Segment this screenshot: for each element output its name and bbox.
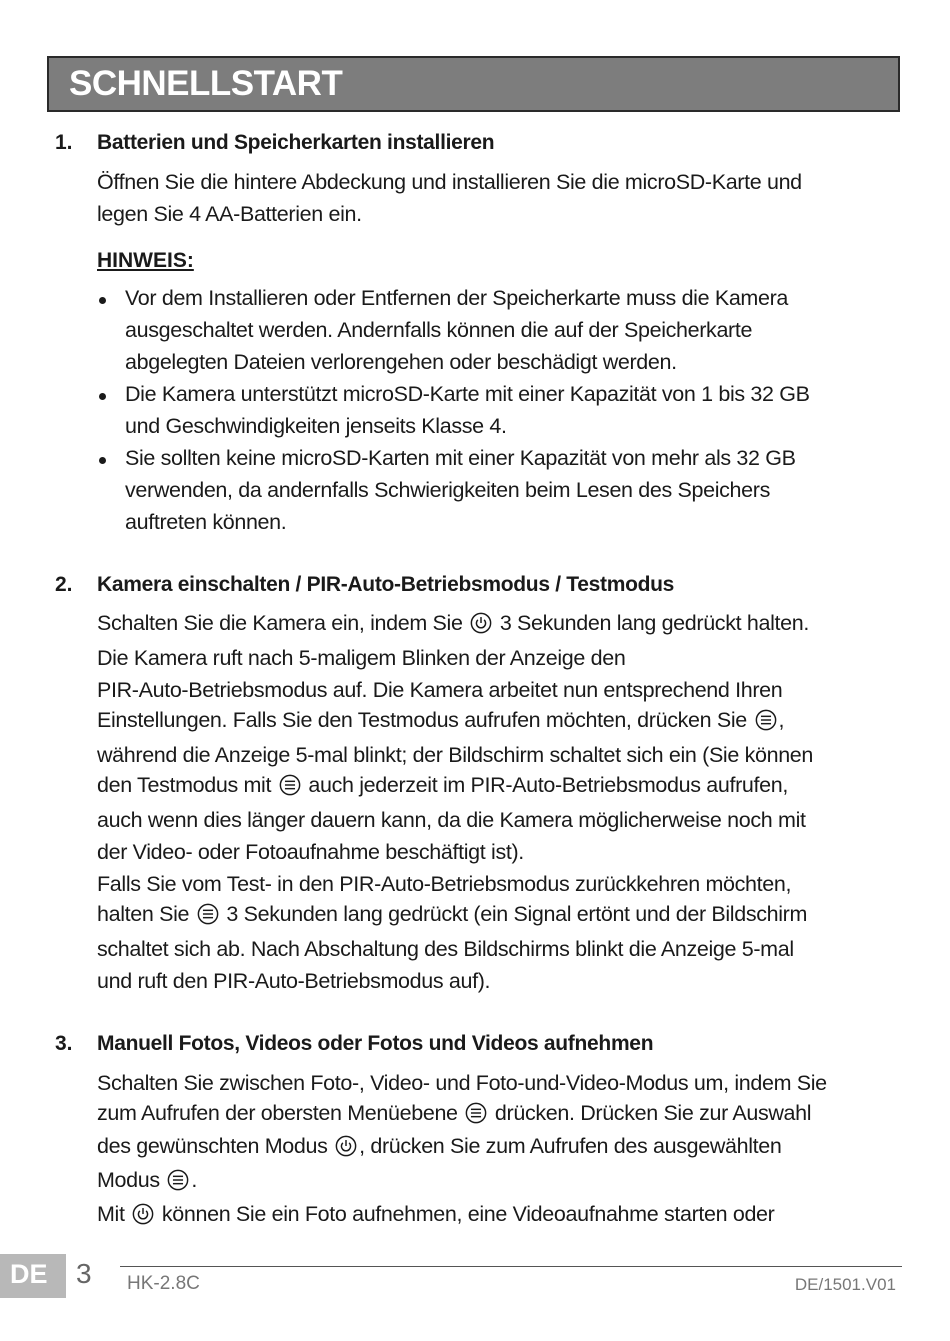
text: Einstellungen. Falls Sie den Testmodus aufrufen möchten, drücken Sie	[97, 708, 747, 732]
model-number: HK-2.8C	[127, 1273, 200, 1294]
section-2-text-line: Die Kamera ruft nach 5-maligem Blinken der Anzeige den	[97, 646, 626, 670]
text: Mit	[97, 1202, 125, 1226]
section-3-text-line	[97, 1134, 782, 1159]
footer-divider	[120, 1266, 902, 1267]
section-2-text-line: schaltet sich ab. Nach Abschaltung des Bildschirms blinkt die Anzeige 5-mal	[97, 937, 794, 961]
bullet-dot	[99, 393, 106, 400]
bullet-1-line: abgelegten Dateien verlorengehen oder beschädigt werden.	[125, 350, 677, 374]
text: 3 Sekunden lang gedrückt halten.	[499, 611, 809, 635]
section-2-text-line	[97, 708, 784, 733]
section-2-text-line: PIR-Auto-Betriebsmodus auf. Die Kamera arbeitet nun entsprechend Ihren	[97, 678, 783, 702]
section-1-title: Batterien und Speicherkarten installieren	[97, 131, 495, 154]
page-number: 3	[76, 1258, 92, 1289]
language-code: DE	[10, 1259, 48, 1289]
text: .	[191, 1168, 198, 1192]
text: auch jederzeit im PIR-Auto-Betriebsmodus aufrufen,	[308, 773, 788, 797]
bullet-dot	[99, 297, 106, 304]
text: zum Aufrufen der obersten Menüebene	[97, 1101, 458, 1125]
section-2-text-line: während die Anzeige 5-mal blinkt; der Bildschirm schaltet sich ein (Sie können	[97, 743, 814, 767]
section-2-number: 2.	[55, 573, 73, 596]
language-badge	[0, 1254, 66, 1298]
section-3-number: 3.	[55, 1032, 73, 1055]
power-icon	[132, 1203, 154, 1225]
text: den Testmodus mit	[97, 773, 272, 797]
text: Modus	[97, 1168, 160, 1192]
section-2-text-line	[97, 611, 809, 636]
bullet-1-line: ausgeschaltet werden. Andernfalls können die auf der Speicherkarte	[125, 318, 753, 342]
text: des gewünschten Modus	[97, 1134, 328, 1158]
menu-icon	[465, 1102, 487, 1124]
text: ,	[778, 708, 785, 732]
bullet-1-line: Vor dem Installieren oder Entfernen der Speicherkarte muss die Kamera	[125, 286, 789, 310]
bullet-3-line: Sie sollten keine microSD-Karten mit einer Kapazität von mehr als 32 GB	[125, 446, 796, 470]
section-2-text-line	[97, 902, 807, 927]
text: Schalten Sie die Kamera ein, indem Sie	[97, 611, 463, 635]
bullet-3-line: verwenden, da andernfalls Schwierigkeiten beim Lesen des Speichers	[125, 478, 770, 502]
section-1-number: 1.	[55, 131, 73, 154]
text: können Sie ein Foto aufnehmen, eine Videoaufnahme starten oder	[161, 1202, 775, 1226]
section-3-text-line	[97, 1101, 811, 1126]
section-1-text-line: legen Sie 4 AA-Batterien ein.	[97, 202, 362, 226]
text: 3 Sekunden lang gedrückt (ein Signal ertönt und der Bildschirm	[226, 902, 808, 926]
section-3-text-line: Schalten Sie zwischen Foto-, Video- und Foto-und-Video-Modus um, indem Sie	[97, 1071, 827, 1095]
power-icon	[470, 612, 492, 634]
text: halten Sie	[97, 902, 190, 926]
bullet-3-line: auftreten können.	[125, 510, 287, 534]
menu-icon	[197, 903, 219, 925]
text: , drücken Sie zum Aufrufen des ausgewählten	[359, 1134, 782, 1158]
section-2-text-line: auch wenn dies länger dauern kann, da die Kamera möglicherweise noch mit	[97, 808, 806, 832]
section-3-text-line	[97, 1168, 197, 1193]
section-1-text-line: Öffnen Sie die hintere Abdeckung und installieren Sie die microSD-Karte und	[97, 170, 802, 194]
section-2-text-line: der Video- oder Fotoaufnahme beschäftigt ist).	[97, 840, 524, 864]
bullet-2-line: Die Kamera unterstützt microSD-Karte mit einer Kapazität von 1 bis 32 GB	[125, 382, 810, 406]
menu-icon	[279, 774, 301, 796]
menu-icon	[167, 1169, 189, 1191]
section-header-bar	[47, 56, 900, 112]
section-2-title: Kamera einschalten / PIR-Auto-Betriebsmodus / Testmodus	[97, 573, 675, 596]
section-2-text-line: Falls Sie vom Test- in den PIR-Auto-Betriebsmodus zurückkehren möchten,	[97, 872, 792, 896]
text: drücken. Drücken Sie zur Auswahl	[494, 1101, 812, 1125]
menu-icon	[755, 709, 777, 731]
document-id: DE/1501.V01	[794, 1275, 896, 1294]
bullet-dot	[99, 457, 106, 464]
note-label: HINWEIS:	[97, 249, 194, 272]
section-2-text-line: und ruft den PIR-Auto-Betriebsmodus auf).	[97, 969, 491, 993]
section-3-text-line	[97, 1202, 774, 1227]
section-2-text-line	[97, 773, 788, 798]
bullet-2-line: und Geschwindigkeiten jenseits Klasse 4.	[125, 414, 507, 438]
power-icon	[335, 1135, 357, 1157]
page-title: SCHNELLSTART	[69, 64, 343, 103]
section-3-title: Manuell Fotos, Videos oder Fotos und Videos aufnehmen	[97, 1032, 654, 1055]
